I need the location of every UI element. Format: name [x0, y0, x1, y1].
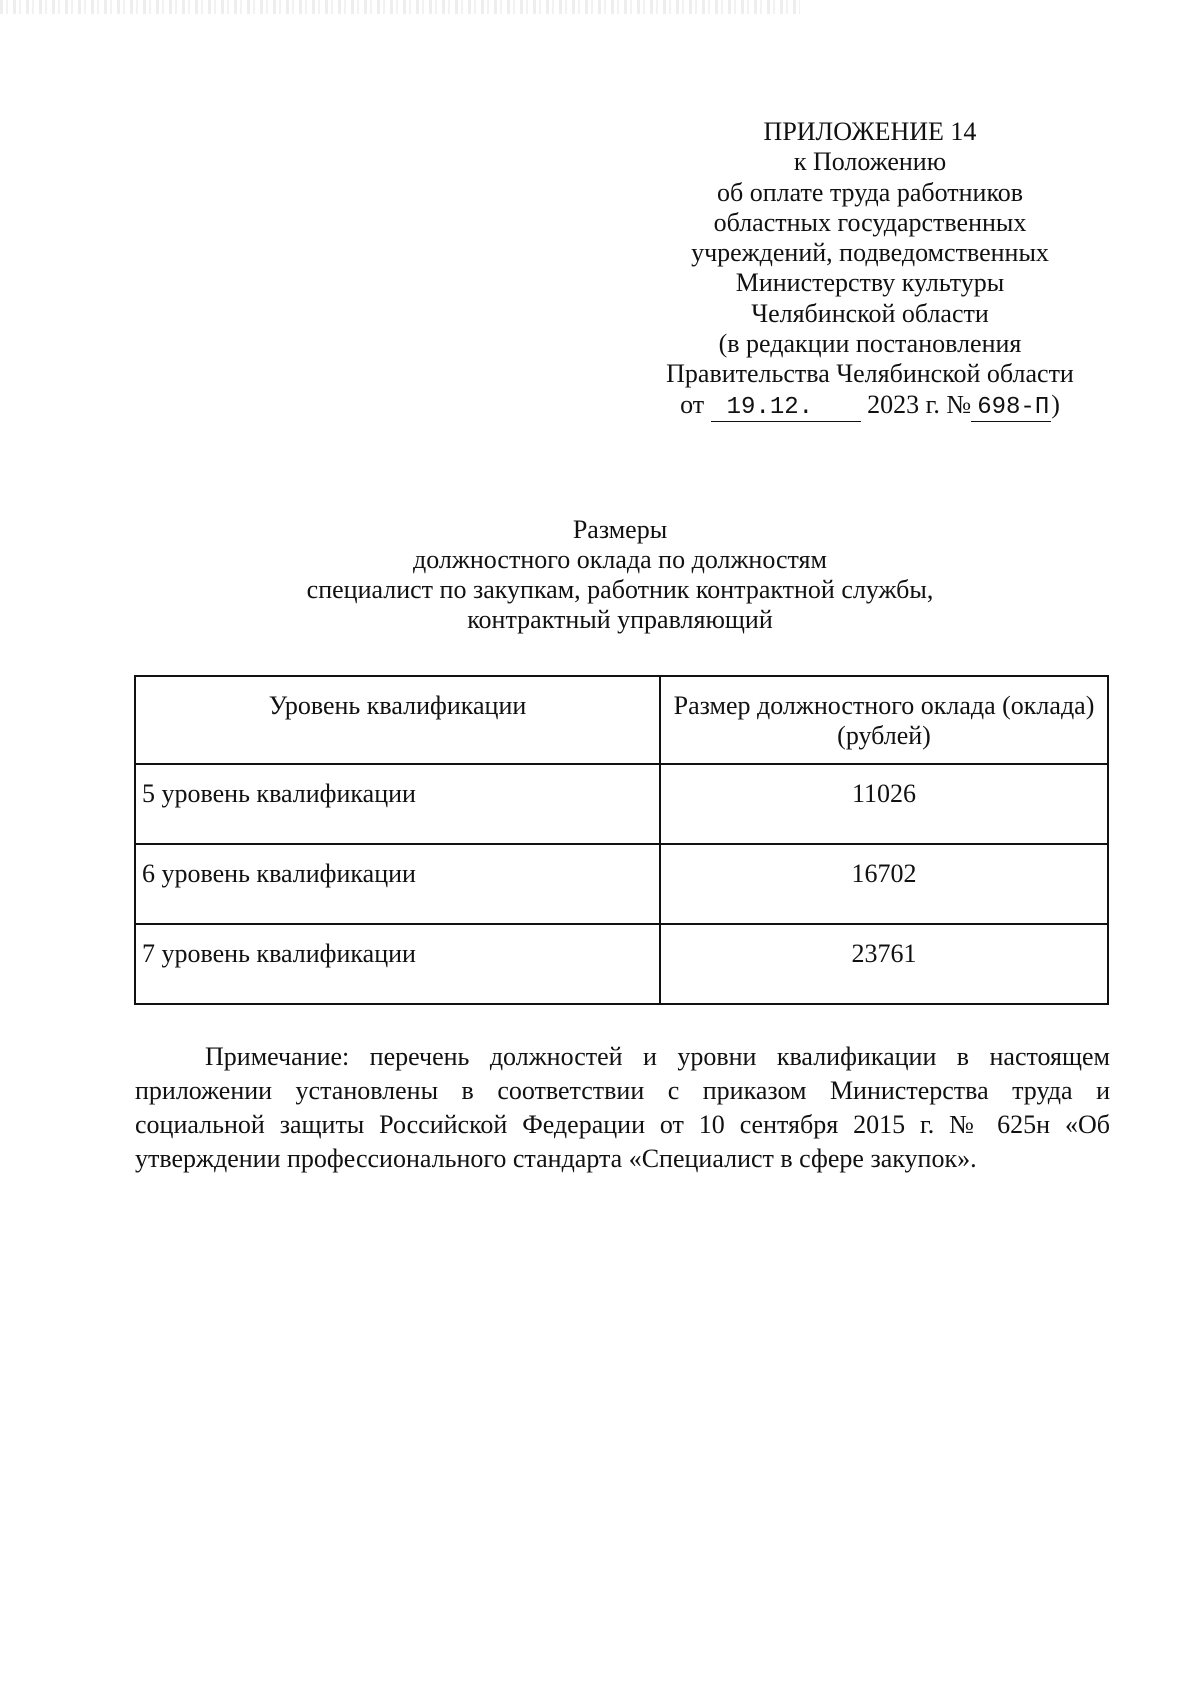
appendix-line: об оплате труда работников	[716, 177, 1024, 207]
table-row	[135, 924, 1108, 1004]
footnote-paragraph: Примечание: перечень должностей и уровни квалификации в настоящем приложении установлены в соответствии с приказом Министерства труда и социальной защиты Российской Федерации от 10 сентября 2015 г. № 625н «Об утверждении профессионального стандарта «Специалист в сфере закупок».	[135, 1042, 1110, 1173]
table-row	[135, 844, 1108, 924]
appendix-line: Министерству культуры	[735, 268, 1005, 298]
decree-number-field: 698-П	[971, 395, 1051, 422]
qualification-level-cell: 7 уровень квалификации	[135, 924, 660, 1004]
date-prefix: от	[680, 389, 705, 419]
decree-date-field: 19.12.	[711, 395, 861, 422]
salary-table	[134, 675, 1109, 1005]
salary-amount-cell: 11026	[660, 764, 1108, 844]
appendix-block	[640, 117, 1100, 422]
scan-edge-artifact	[0, 0, 800, 14]
appendix-title: ПРИЛОЖЕНИЕ 14	[763, 117, 977, 146]
qualification-level-cell: 6 уровень квалификации	[135, 844, 660, 924]
column-header-amount: Размер должностного оклада (оклада) (рублей)	[660, 676, 1108, 764]
heading-line: контрактный управляющий	[467, 605, 773, 634]
decree-year: 2023 г. №	[867, 389, 972, 419]
document-heading	[130, 515, 1110, 635]
salary-amount-cell: 23761	[660, 924, 1108, 1004]
salary-amount-cell: 16702	[660, 844, 1108, 924]
appendix-line: Челябинской области	[751, 298, 989, 328]
appendix-line: учреждений, подведомственных	[691, 238, 1049, 268]
appendix-line: Правительства Челябинской области	[666, 359, 1074, 389]
table-header-row	[135, 676, 1108, 764]
column-header-level: Уровень квалификации	[135, 676, 660, 764]
heading-line: специалист по закупкам, работник контрактной службы,	[306, 575, 934, 604]
heading-line: должностного оклада по должностям	[413, 545, 827, 574]
appendix-line: (в редакции постановления	[718, 329, 1022, 359]
qualification-level-cell: 5 уровень квалификации	[135, 764, 660, 844]
closing-paren: )	[1051, 389, 1060, 419]
decree-date-line	[640, 390, 1100, 422]
appendix-line: к Положению	[793, 147, 947, 177]
heading-line: Размеры	[572, 515, 668, 544]
table-row	[135, 764, 1108, 844]
appendix-line: областных государственных	[713, 207, 1027, 237]
